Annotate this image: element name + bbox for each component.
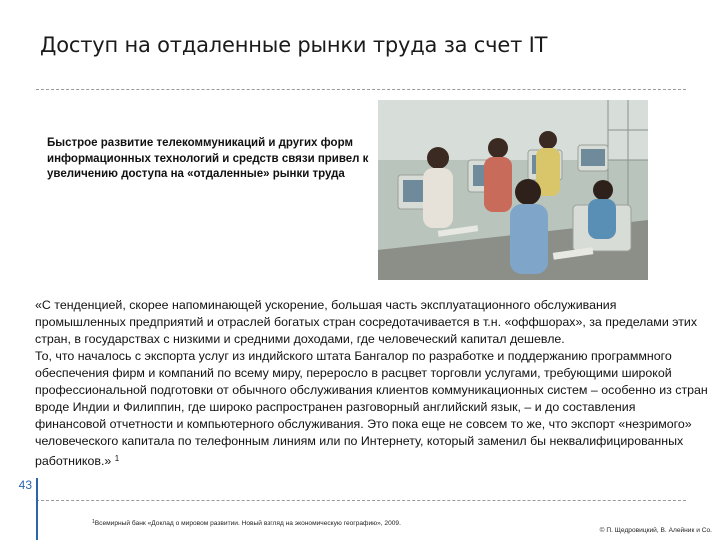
photo-illustration [378, 100, 648, 280]
quote-reference: 1 [114, 454, 120, 463]
copyright: © П. Щедровицкий, В. Алейник и Со. [599, 527, 712, 534]
quote-block [35, 297, 710, 470]
quote-paragraph-2-text: То, что началось с экспорта услуг из индийского штата Бангалор по разработке и поддержанию программного обеспечения фирм и компаний по всему миру, переросло в расцвет торговли услугами, требующими широкой профессиональной подготовки от обычного обслуживания клиентов коммуникационных систем – особенно из стран вроде Индии и Филиппин, где широко распространен разговорный английский язык, – и до составления финансовой отчетности и компьютерного обслуживания. Это пока еще не совсем то же, что экспорт «незримого» человеческого капитала по телефонным линиям или по Интернету, который заменил бы неквалифицированных работников.» [35, 349, 708, 468]
office-photo [378, 100, 648, 280]
bottom-divider [36, 500, 686, 501]
quote-paragraph-1: «С тенденцией, скорее напоминающей ускорение, большая часть эксплуатационного обслуживания промышленных предприятий и отраслей богатых стран сосредотачивается в т.н. «оффшорах», за пределами этих стран, в государствах с низкими и средними доходами, где человеческий капитал дешевле. [35, 298, 698, 346]
slide-title: Доступ на отдаленные рынки труда за счет IT [40, 33, 548, 57]
page-number-bar [36, 478, 38, 540]
page-number: 43 [18, 478, 32, 492]
intro-text: Быстрое развитие телекоммуникаций и других форм информационных технологий и средств связи привел к увеличению доступа на «отдаленные» рынки труда [47, 137, 369, 180]
footnote-text: Всемирный банк «Доклад о мировом развитии. Новый взгляд на экономическую географию», 2009. [94, 520, 401, 527]
footnote-mark: 1 [92, 519, 95, 525]
quote-paragraph-2 [35, 348, 710, 470]
top-divider [36, 89, 686, 90]
footnote [92, 519, 512, 527]
